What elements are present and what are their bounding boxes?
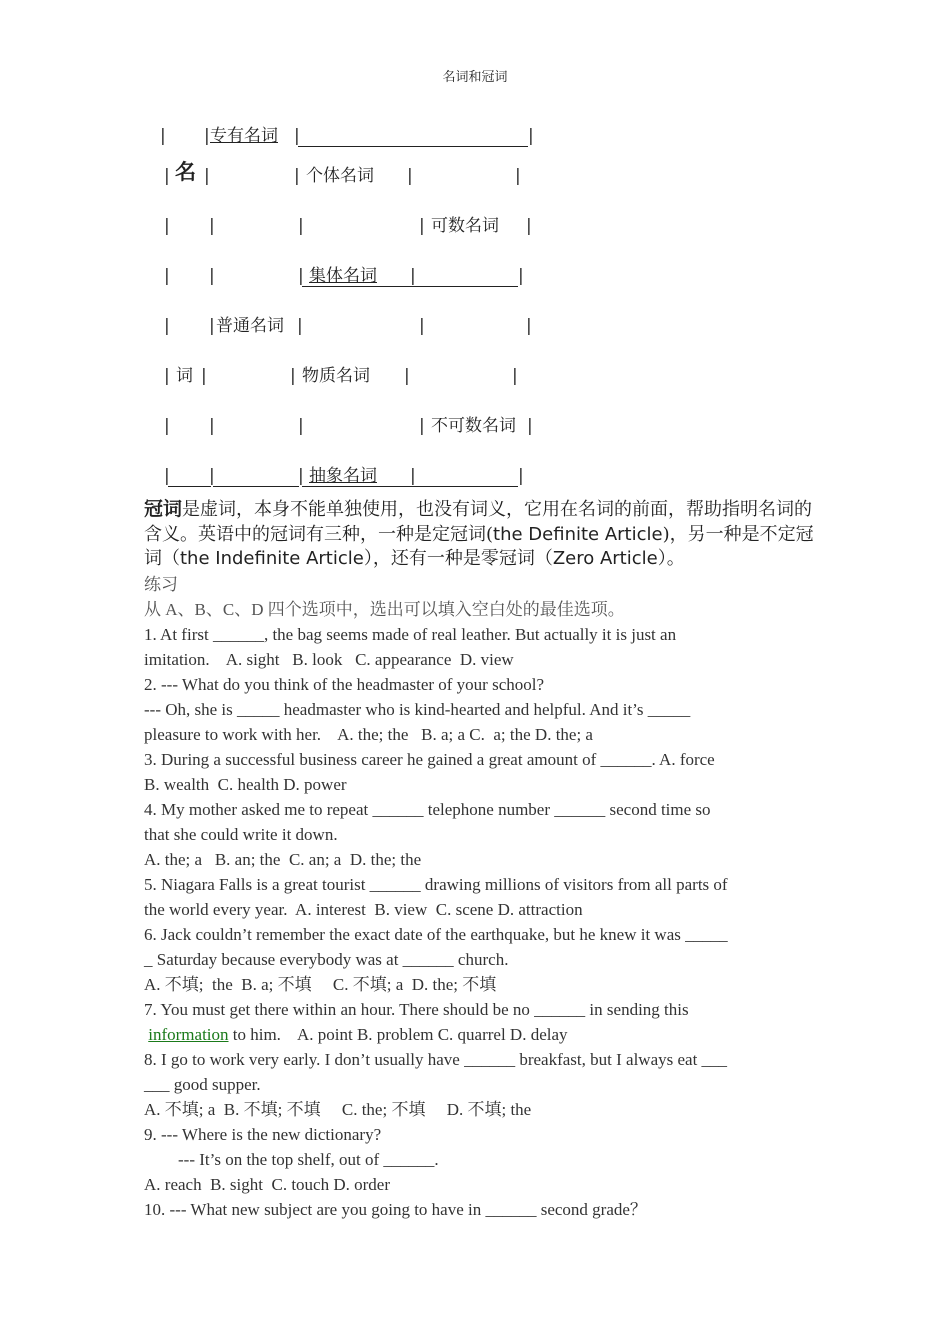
tree-bar: | <box>164 166 170 186</box>
tree-bar: | <box>209 416 215 436</box>
question-line: 6. Jack couldn’t remember the exact date of the earthquake, but he knew it was _____ <box>144 925 728 944</box>
tree-bar: | <box>528 126 534 146</box>
question-line: --- Oh, she is _____ headmaster who is kind-hearted and helpful. And it’s _____ <box>144 700 691 719</box>
tree-bar: | <box>518 466 524 486</box>
tree-material-noun: 物质名词 <box>302 366 370 386</box>
question-line: 4. My mother asked me to repeat ______ telephone number ______ second time so <box>144 800 711 819</box>
tree-ci: 词 <box>176 366 193 386</box>
tree-line <box>414 286 518 287</box>
tree-bar: | <box>209 466 215 486</box>
tree-collective-noun: 集体名词 <box>309 266 377 286</box>
tree-uncountable-noun: 不可数名词 <box>431 416 516 436</box>
tree-individual-noun: 个体名词 <box>306 166 374 186</box>
tree-bar: | <box>419 416 425 436</box>
tree-bar: | <box>164 266 170 286</box>
tree-abstract-noun: 抽象名词 <box>309 466 377 486</box>
tree-bar: | <box>209 316 215 336</box>
page-header: 名词和冠词 <box>442 70 508 85</box>
tree-bar: | <box>297 316 303 336</box>
tree-bar: | <box>294 166 300 186</box>
tree-bar: | <box>512 366 518 386</box>
tree-line <box>168 486 211 487</box>
question-line: 9. --- Where is the new dictionary? <box>144 1125 382 1144</box>
exercise-section <box>144 572 814 1222</box>
tree-bar: | <box>290 366 296 386</box>
tree-bar: | <box>164 316 170 336</box>
tree-bar: | <box>515 166 521 186</box>
tree-bar: | <box>526 216 532 236</box>
tree-bar: | <box>527 416 533 436</box>
intro-definite-term: the Definite Article <box>493 523 663 545</box>
information-link[interactable]: information <box>148 1025 229 1044</box>
intro-text: )，另一种是不定冠词（ <box>144 523 814 569</box>
tree-bar: | <box>164 466 170 486</box>
tree-line <box>302 286 414 287</box>
tree-bar: | <box>404 366 410 386</box>
noun-classification-tree <box>0 0 950 500</box>
question-line: pleasure to work with her. A. the; the B. a; a C. a; the D. the; a <box>144 725 593 744</box>
question-line: A. the; a B. an; the C. an; a D. the; the <box>144 850 422 869</box>
tree-bar: | <box>164 416 170 436</box>
tree-bar: | <box>209 216 215 236</box>
question-line: that she could write it down. <box>144 825 338 844</box>
exercise-heading: 练习 <box>144 575 178 594</box>
tree-bar: | <box>407 166 413 186</box>
question-line: the world every year. A. interest B. view C. scene D. attraction <box>144 900 583 919</box>
question-line: 2. --- What do you think of the headmaster of your school? <box>144 675 545 694</box>
tree-bar: | <box>204 166 210 186</box>
tree-bar: | <box>298 266 304 286</box>
tree-bar: | <box>204 126 210 146</box>
intro-text: 是虚词，本身不能单独使用，也没有词义，它用在名词的前面，帮助指明名词的含义。英语中的冠词有三种，一种是定冠词( <box>144 499 813 545</box>
question-line: _ Saturday because everybody was at ______ church. <box>144 950 509 969</box>
article-intro-paragraph <box>144 497 814 572</box>
tree-bar: | <box>160 126 166 146</box>
tree-common-noun: 普通名词 <box>216 316 284 336</box>
question-line: 1. At first ______, the bag seems made of real leather. But actually it is just an <box>144 625 677 644</box>
tree-bar: | <box>410 266 416 286</box>
intro-text: ）。 <box>657 548 685 569</box>
question-line: 8. I go to work very early. I don’t usually have ______ breakfast, but I always eat ___ <box>144 1050 728 1069</box>
intro-indefinite-term: the Indefinite Article <box>180 548 364 569</box>
intro-text: ），还有一种是零冠词（ <box>363 548 553 569</box>
tree-proper-noun: 专有名词 <box>210 126 278 146</box>
question-line: 5. Niagara Falls is a great tourist ______ drawing millions of visitors from all parts of <box>144 875 728 894</box>
tree-bar: | <box>298 466 304 486</box>
tree-bar: | <box>164 216 170 236</box>
tree-line <box>414 486 518 487</box>
question-line: A. reach B. sight C. touch D. order <box>144 1175 390 1194</box>
question-line-rest: to him. A. point B. problem C. quarrel D. delay <box>228 1025 568 1044</box>
tree-bar: | <box>201 366 207 386</box>
question-line: --- It’s on the top shelf, out of ______. <box>144 1150 439 1169</box>
tree-line <box>302 486 414 487</box>
tree-line <box>298 146 528 147</box>
tree-bar: | <box>298 416 304 436</box>
intro-zero-term: Zero Article <box>552 548 658 569</box>
question-line: B. wealth C. health D. power <box>144 775 347 794</box>
tree-bar: | <box>294 126 300 146</box>
question-line <box>144 1022 814 1047</box>
tree-bar: | <box>164 366 170 386</box>
intro-lead-term: 冠词 <box>144 498 183 520</box>
question-line: A. 不填; a B. 不填; 不填 C. the; 不填 D. 不填; the <box>144 1100 532 1119</box>
tree-bar: | <box>419 316 425 336</box>
tree-bar: | <box>209 266 215 286</box>
exercise-instruction: 从 A、B、C、D 四个选项中，选出可以填入空白处的最佳选项。 <box>144 600 625 619</box>
question-line: ___ good supper. <box>144 1075 261 1094</box>
tree-ming: 名 <box>175 159 196 184</box>
question-line: 10. --- What new subject are you going to have in ______ second grade？ <box>144 1200 647 1219</box>
tree-bar: | <box>298 216 304 236</box>
tree-bar: | <box>526 316 532 336</box>
tree-bar: | <box>410 466 416 486</box>
tree-countable-noun: 可数名词 <box>431 216 499 236</box>
tree-bar: | <box>419 216 425 236</box>
tree-line <box>213 486 299 487</box>
question-line: imitation. A. sight B. look C. appearance D. view <box>144 650 514 669</box>
question-line: 7. You must get there within an hour. There should be no ______ in sending this <box>144 1000 689 1019</box>
question-line: A. 不填; the B. a; 不填 C. 不填; a D. the; 不填 <box>144 975 497 994</box>
tree-bar: | <box>518 266 524 286</box>
question-line: 3. During a successful business career he gained a great amount of ______. A. force <box>144 750 715 769</box>
